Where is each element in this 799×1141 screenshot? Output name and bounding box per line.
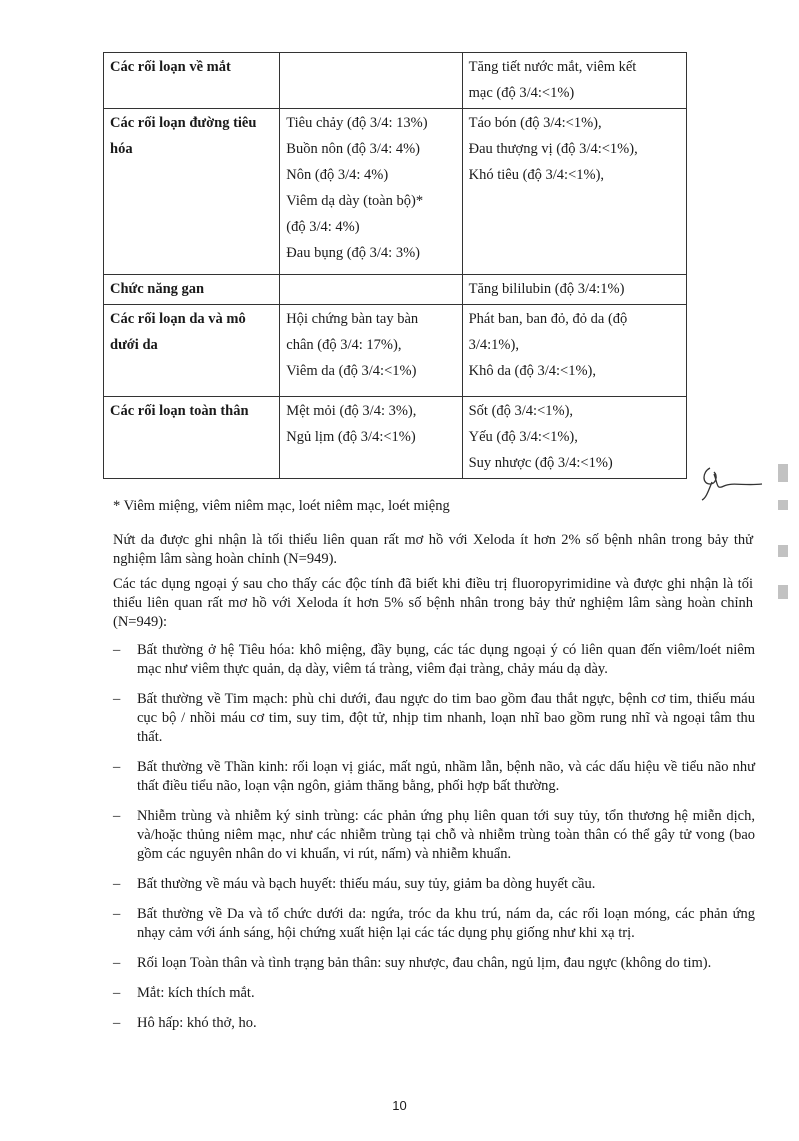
bullet-dash: –	[113, 1015, 121, 1031]
table-footnote: * Viêm miệng, viêm niêm mạc, loét niêm mạc, loét miệng	[113, 498, 450, 514]
row-category: Các rối loạn da và mô dưới da	[104, 305, 280, 397]
common-effects-cell	[280, 275, 462, 305]
cell-line: Tiêu chảy (độ 3/4: 13%)	[286, 115, 428, 131]
cell-line: Mệt mỏi (độ 3/4: 3%),	[286, 403, 417, 419]
list-item: – Bất thường ở hệ Tiêu hóa: khô miệng, đầy bụng, các tác dụng ngoại ý có liên quan đến viêm/loét niêm mạc như viêm thực quản, dạ dày, viêm tá tràng, viêm đại tràng, chảy máu dạ dày.	[113, 642, 755, 677]
less-common-effects-cell	[462, 53, 686, 109]
row-category: Các rối loạn về mắt	[104, 53, 280, 109]
less-common-effects-cell	[462, 109, 686, 275]
cell-line: Ngủ lịm (độ 3/4:<1%)	[286, 429, 416, 445]
cell-line: chân (độ 3/4: 17%),	[286, 337, 402, 353]
cell-line: Sốt (độ 3/4:<1%),	[468, 403, 574, 419]
handwritten-signature	[698, 462, 768, 502]
cell-line: Táo bón (độ 3/4:<1%),	[468, 115, 602, 131]
list-item: – Bất thường về Thần kinh: rối loạn vị giác, mất ngủ, nhầm lẫn, bệnh não, và các dấu hiệu về tiểu não như thất điều tiểu não, loạn vận ngôn, giảm thăng bằng, phối hợp bất thường.	[113, 759, 755, 794]
table-row	[104, 109, 687, 275]
less-common-effects-cell	[462, 397, 686, 479]
cell-line: Tăng tiết nước mắt, viêm kết	[468, 59, 637, 75]
cell-line: Viêm da (độ 3/4:<1%)	[286, 363, 417, 379]
list-item: – Hô hấp: khó thở, ho.	[113, 1015, 257, 1031]
scan-edge-mark	[778, 585, 788, 599]
list-item: – Mắt: kích thích mắt.	[113, 985, 255, 1001]
bullet-dash: –	[113, 906, 121, 922]
scan-edge-mark	[778, 500, 788, 510]
row-category: Các rối loạn đường tiêu hóa	[104, 109, 280, 275]
list-item: – Rối loạn Toàn thân và tình trạng bản thân: suy nhược, đau chân, ngủ lịm, đau ngực (không do tim).	[113, 955, 712, 971]
cell-line: Khô da (độ 3/4:<1%),	[468, 363, 596, 379]
page-number: 10	[392, 1098, 407, 1113]
cell-line: Khó tiêu (độ 3/4:<1%),	[468, 167, 605, 183]
cell-line: Hội chứng bàn tay bàn	[286, 311, 419, 327]
cell-line: Đau bụng (độ 3/4: 3%)	[286, 245, 420, 261]
cell-line: mạc (độ 3/4:<1%)	[468, 85, 575, 101]
bullet-dash: –	[113, 985, 121, 1001]
common-effects-cell	[280, 305, 462, 397]
cell-line: Nôn (độ 3/4: 4%)	[286, 167, 389, 183]
table-row	[104, 275, 687, 305]
cell-line: Viêm dạ dày (toàn bộ)*	[286, 193, 424, 209]
less-common-effects-cell	[462, 305, 686, 397]
common-effects-cell	[280, 53, 462, 109]
adverse-events-table	[103, 52, 687, 479]
table-row	[104, 397, 687, 479]
cell-line: Buồn nôn (độ 3/4: 4%)	[286, 141, 421, 157]
bullet-dash: –	[113, 955, 121, 971]
cell-line: (độ 3/4: 4%)	[286, 219, 360, 235]
adverse-effects-list	[113, 641, 755, 1044]
cell-line: Tăng bililubin (độ 3/4:1%)	[468, 281, 625, 297]
cell-line: Đau thượng vị (độ 3/4:<1%),	[468, 141, 638, 157]
bullet-dash: –	[113, 759, 121, 775]
common-effects-cell	[280, 109, 462, 275]
list-item: – Nhiễm trùng và nhiễm ký sinh trùng: các phản ứng phụ liên quan tới suy tủy, tổn thương hệ miễn dịch, và/hoặc thủng niêm mạc, như các nhiễm trùng tại chỗ và nhiễm trùng toàn thân có thể gây tử vong (bao gồm các nguyên nhân do vi khuẩn, vi rút, nấm) và nhiễm khuẩn.	[113, 808, 755, 862]
list-item: – Bất thường về máu và bạch huyết: thiếu máu, suy tủy, giảm ba dòng huyết cầu.	[113, 876, 596, 892]
less-common-effects-cell	[462, 275, 686, 305]
list-item: – Bất thường về Tim mạch: phù chi dưới, đau ngực do tim bao gồm đau thắt ngực, bệnh cơ tim, thiếu máu cục bộ / nhồi máu cơ tim, suy tim, đột tử, nhịp tim nhanh, loạn nhĩ bao gồm rung nhĩ và ngoại tâm thu thất.	[113, 691, 755, 745]
cell-line: Suy nhược (độ 3/4:<1%)	[468, 455, 613, 471]
paragraph: Nứt da được ghi nhận là tối thiểu liên quan rất mơ hồ với Xeloda ít hơn 2% số bệnh nhân trong bảy thử nghiệm lâm sàng hoàn chỉnh (N=949).	[113, 532, 753, 567]
cell-line: Phát ban, ban đỏ, đỏ da (độ	[468, 311, 628, 327]
cell-line: 3/4:1%),	[468, 337, 519, 353]
scan-edge-mark	[778, 545, 788, 557]
bullet-dash: –	[113, 876, 121, 892]
bullet-dash: –	[113, 691, 121, 707]
common-effects-cell	[280, 397, 462, 479]
row-category: Chức năng gan	[104, 275, 280, 305]
scan-edge-mark	[778, 464, 788, 482]
bullet-dash: –	[113, 642, 121, 658]
bullet-dash: –	[113, 808, 121, 824]
cell-line: Yếu (độ 3/4:<1%),	[468, 429, 578, 445]
table-row	[104, 305, 687, 397]
list-item: – Bất thường về Da và tổ chức dưới da: ngứa, tróc da khu trú, nám da, các rối loạn móng, các phản ứng nhạy cảm với ánh sáng, hội chứng xuất hiện lại các tác dụng phụ giống như khi xạ trị.	[113, 906, 755, 941]
table-row	[104, 53, 687, 109]
row-category: Các rối loạn toàn thân	[104, 397, 280, 479]
paragraph: Các tác dụng ngoại ý sau cho thấy các độc tính đã biết khi điều trị fluoropyrimidine và được ghi nhận là tối thiểu liên quan rất mơ hồ với Xeloda ít hơn 5% số bệnh nhân trong bảy thử nghiệm lâm sàng hoàn chỉnh (N=949):	[113, 576, 753, 630]
